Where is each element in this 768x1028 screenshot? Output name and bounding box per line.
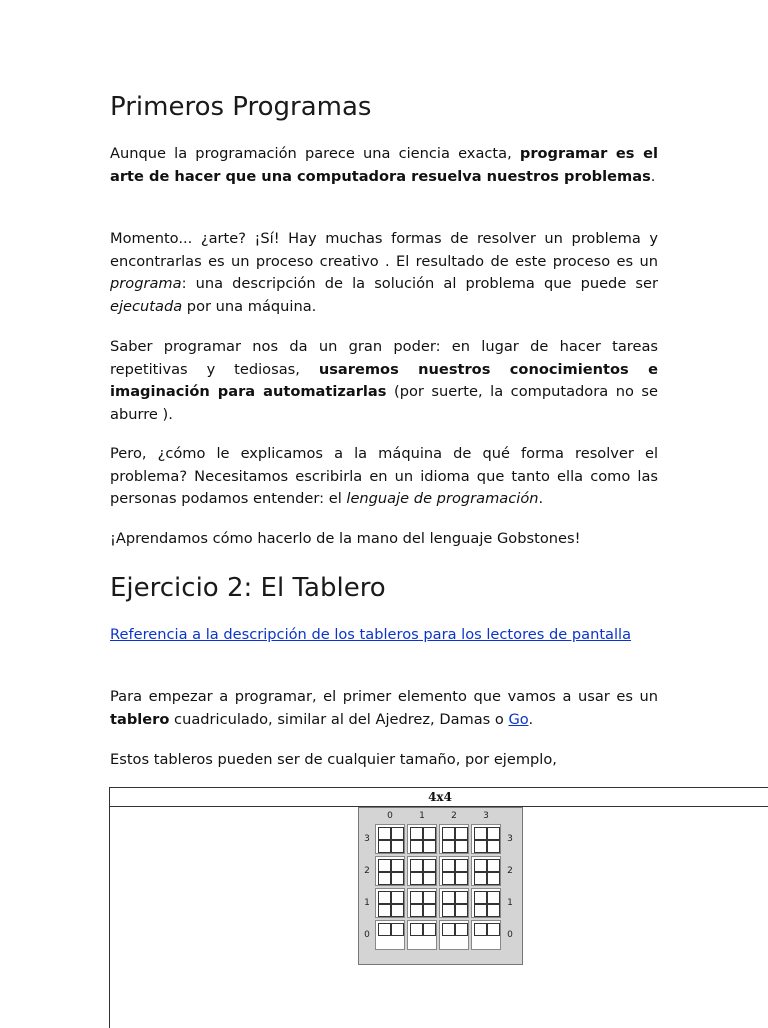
board-cell (407, 856, 437, 886)
row-label-0-left: 0 (364, 930, 370, 940)
cell-quadrant (410, 827, 423, 840)
bold-text: usaremos nuestros conocimientos e imaginación para automatizarlas (110, 360, 658, 400)
text: . (528, 710, 534, 728)
text: . (538, 490, 544, 507)
text: Para empezar a programar, el primer elemento que vamos a usar es un (110, 688, 658, 705)
board-cell (439, 888, 469, 918)
board-cell (439, 824, 469, 854)
cell-quadrant (474, 923, 487, 936)
text: . (650, 167, 656, 185)
row-label-3-right: 3 (507, 834, 513, 844)
cell-quadrant (391, 840, 404, 853)
cell-quadrant (487, 840, 500, 853)
cell-quadrant (423, 827, 436, 840)
cell-quadrant (442, 904, 455, 917)
board-cell (407, 824, 437, 854)
heading-ejercicio-2: Ejercicio 2: El Tablero (110, 573, 386, 603)
cell-quadrant (455, 840, 468, 853)
text: por una máquina. (182, 297, 317, 315)
go-link[interactable]: Go (508, 710, 529, 728)
board-cell (375, 888, 405, 918)
row-label-1-right: 1 (507, 898, 513, 908)
cell-quadrant (487, 891, 500, 904)
text: (por suerte, la computadora no se aburre ). (110, 383, 658, 423)
cell-quadrant (423, 923, 436, 936)
cell-quadrant (378, 859, 391, 872)
board-cell (375, 920, 405, 950)
cell-quadrant (391, 891, 404, 904)
board-cell (407, 888, 437, 918)
cell-quadrant (455, 891, 468, 904)
cell-quadrant (487, 872, 500, 885)
cell-quadrant (410, 872, 423, 885)
cell-quadrant (378, 827, 391, 840)
board-title-row (110, 788, 768, 807)
row-label-0-right: 0 (507, 930, 513, 940)
cell-quadrant (423, 891, 436, 904)
paragraph-saber-programar (110, 336, 658, 426)
cell-quadrant (455, 904, 468, 917)
board-title: 4x4 (428, 790, 452, 804)
row-label-2-right: 2 (507, 866, 513, 876)
cell-quadrant (487, 923, 500, 936)
row-label-3-left: 3 (364, 834, 370, 844)
cell-quadrant (442, 923, 455, 936)
paragraph-intro (110, 143, 658, 188)
italic-text: programa (110, 275, 182, 292)
text: Momento... ¿arte? ¡Sí! Hay muchas formas de resolver un problema y encontrarlas es un proceso creativo . El resultado de este proceso es un (110, 230, 658, 270)
cell-quadrant (391, 859, 404, 872)
paragraph-pero (110, 443, 658, 511)
board-4x4 (358, 807, 523, 965)
cell-quadrant (474, 827, 487, 840)
cell-quadrant (410, 923, 423, 936)
paragraph-tablero (110, 686, 658, 731)
cell-quadrant (487, 859, 500, 872)
cell-quadrant (474, 840, 487, 853)
column-label-1-top: 1 (419, 811, 425, 821)
cell-quadrant (487, 827, 500, 840)
text: Saber programar nos da un gran poder: en lugar de hacer tareas repetitivas y tediosas, (110, 338, 658, 378)
board-cell (407, 920, 437, 950)
italic-text: ejecutada (110, 297, 183, 315)
cell-quadrant (423, 904, 436, 917)
cell-quadrant (410, 859, 423, 872)
cell-quadrant (378, 923, 391, 936)
board-cell (375, 856, 405, 886)
cell-quadrant (474, 872, 487, 885)
cell-quadrant (474, 891, 487, 904)
cell-quadrant (455, 923, 468, 936)
board-cell (439, 856, 469, 886)
cell-quadrant (442, 891, 455, 904)
cell-quadrant (455, 859, 468, 872)
cell-quadrant (423, 872, 436, 885)
heading-primeros-programas: Primeros Programas (110, 92, 372, 122)
board-cell (375, 824, 405, 854)
cell-quadrant (442, 859, 455, 872)
board-cell (471, 888, 501, 918)
cell-quadrant (391, 827, 404, 840)
cell-quadrant (442, 872, 455, 885)
paragraph-aprendamos: ¡Aprendamos cómo hacerlo de la mano del lenguaje Gobstones! (110, 530, 581, 547)
italic-text: lenguaje de programación (346, 490, 539, 507)
cell-quadrant (423, 859, 436, 872)
screen-reader-reference-link[interactable]: Referencia a la descripción de los tableros para los lectores de pantalla (110, 626, 632, 643)
cell-quadrant (378, 891, 391, 904)
board-cell (471, 920, 501, 950)
column-label-0-top: 0 (387, 811, 393, 821)
text: Aunque la programación parece una ciencia exacta, (110, 145, 520, 162)
cell-quadrant (410, 891, 423, 904)
board-cell (471, 824, 501, 854)
cell-quadrant (391, 872, 404, 885)
cell-quadrant (455, 827, 468, 840)
paragraph-momento (110, 228, 658, 318)
paragraph-reference-link (110, 624, 658, 647)
column-label-2-top: 2 (451, 811, 457, 821)
cell-quadrant (455, 872, 468, 885)
paragraph-ejemplo: Estos tableros pueden ser de cualquier tamaño, por ejemplo, (110, 751, 557, 768)
cell-quadrant (423, 840, 436, 853)
cell-quadrant (391, 923, 404, 936)
cell-quadrant (378, 872, 391, 885)
row-label-2-left: 2 (364, 866, 370, 876)
board-cell (439, 920, 469, 950)
cell-quadrant (378, 840, 391, 853)
cell-quadrant (487, 904, 500, 917)
cell-quadrant (391, 904, 404, 917)
row-label-1-left: 1 (364, 898, 370, 908)
column-label-3-top: 3 (483, 811, 489, 821)
cell-quadrant (378, 904, 391, 917)
text: : una descripción de la solución al problema que puede ser (181, 275, 658, 292)
cell-quadrant (474, 859, 487, 872)
cell-quadrant (442, 840, 455, 853)
bold-text: tablero (110, 710, 170, 728)
cell-quadrant (410, 904, 423, 917)
text: cuadriculado, similar al del Ajedrez, Damas o (169, 710, 509, 728)
cell-quadrant (442, 827, 455, 840)
cell-quadrant (474, 904, 487, 917)
text: Pero, ¿cómo le explicamos a la máquina de qué forma resolver el problema? Necesitamos escribirla en un idioma que tanto ella como las personas podamos entender: el (110, 445, 658, 507)
board-cell (471, 856, 501, 886)
cell-quadrant (410, 840, 423, 853)
bold-text: programar es el arte de hacer que una computadora resuelva nuestros problemas (110, 145, 659, 185)
